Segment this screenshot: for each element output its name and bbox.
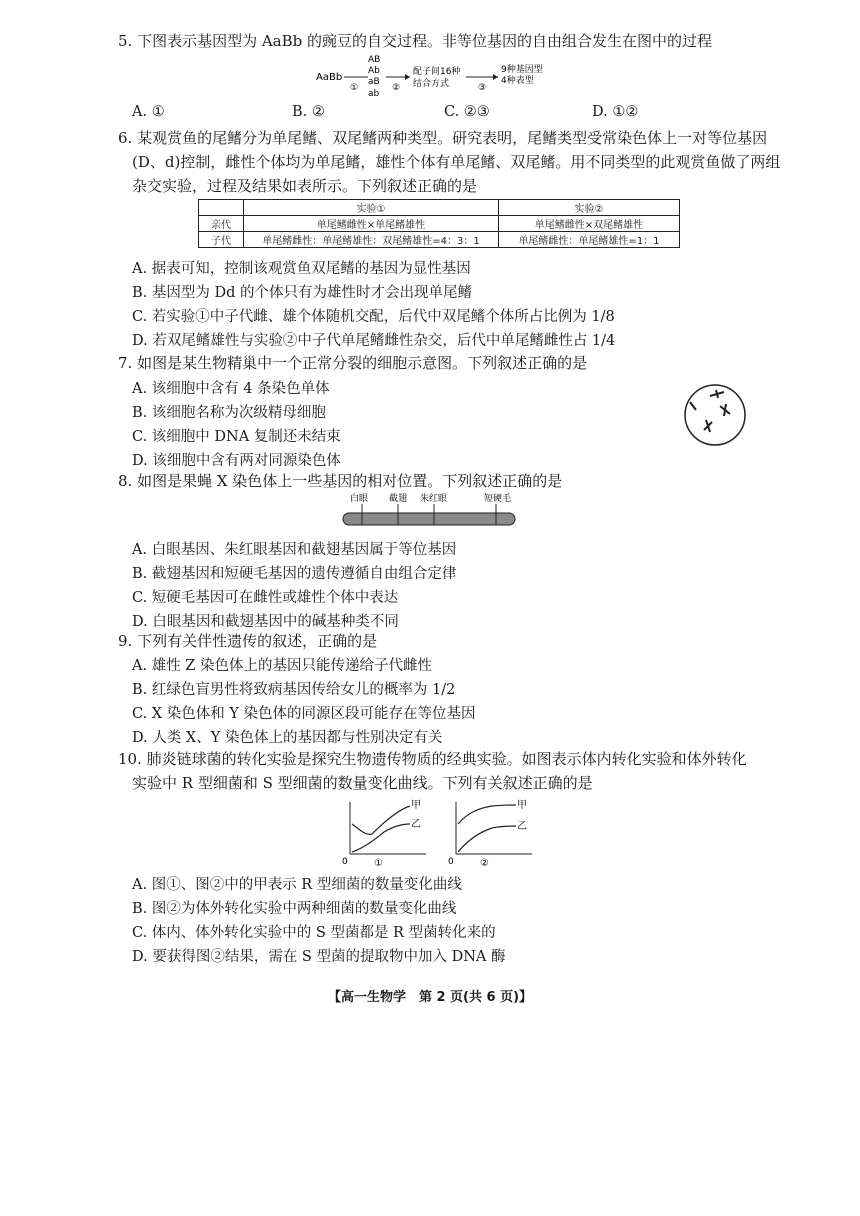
- q7-option-c: C. 该细胞中 DNA 复制还未结束: [132, 429, 341, 445]
- table-corner: [199, 200, 244, 216]
- q5-step2: ②: [392, 83, 401, 93]
- table-cell: 单尾鳍雌性：单尾鳍雄性=1：1: [499, 232, 680, 248]
- q9-option-a: A. 雄性 Z 染色体上的基因只能传递给子代雌性: [132, 658, 432, 674]
- graph1-label: ①: [374, 858, 383, 868]
- q9-option-d: D. 人类 X、Y 染色体上的基因都与性别决定有关: [132, 730, 443, 746]
- q5-option-d: D. ①②: [592, 104, 639, 120]
- q5-gamete-4: ab: [368, 89, 380, 99]
- q5-end-line1: 9种基因型: [501, 65, 543, 75]
- q10-stem-line2: 实验中 R 型细菌和 S 型细菌的数量变化曲线。下列有关叙述正确的是: [132, 774, 593, 792]
- table-cell: 单尾鳍雌性：单尾鳍雄性：双尾鳍雄性=4：3：1: [244, 232, 499, 248]
- q5-step1: ①: [350, 83, 359, 93]
- q5-mid-line1: 配子间16种: [413, 67, 461, 77]
- q6-option-a: A. 据表可知，控制该观赏鱼双尾鳍的基因为显性基因: [132, 261, 471, 277]
- table-row-label-offspring: 子代: [199, 232, 244, 248]
- q6-option-c: C. 若实验①中子代雌、雄个体随机交配，后代中双尾鳍个体所占比例为 1/8: [132, 309, 615, 325]
- q10-option-a: A. 图①、图②中的甲表示 R 型细菌的数量变化曲线: [132, 877, 462, 893]
- chromosome: [690, 390, 730, 432]
- q10-stem-line1: 10. 肺炎链球菌的转化实验是探究生物遗传物质的经典实验。如图表示体内转化实验和体外转化: [118, 750, 747, 768]
- table-header-exp1: 实验①: [244, 200, 499, 216]
- graph2-label: ②: [480, 858, 489, 868]
- graph2-label-jia: 甲: [517, 800, 527, 811]
- q8-option-b: B. 截翅基因和短硬毛基因的遗传遵循自由组合定律: [132, 566, 457, 582]
- table-cell: 单尾鳍雌性×双尾鳍雄性: [499, 216, 680, 232]
- q5-gamete-1: AB: [368, 55, 381, 65]
- q5-stem: 5. 下图表示基因型为 AaBb 的豌豆的自交过程。非等位基因的自由组合发生在图中的过程: [118, 32, 713, 50]
- graph1-label-yi: 乙: [411, 819, 421, 830]
- q5-start: AaBb: [316, 72, 343, 83]
- q7-option-b: B. 该细胞名称为次级精母细胞: [132, 405, 326, 421]
- q7-cell-diagram: [680, 380, 750, 450]
- gene-label: 朱红眼: [420, 494, 448, 504]
- table-header-exp2: 实验②: [499, 200, 680, 216]
- q5-process-diagram: [310, 52, 570, 102]
- curve-yi: [352, 824, 410, 852]
- gene-label: 白眼: [350, 494, 369, 504]
- table-row: [199, 216, 680, 232]
- q8-option-c: C. 短硬毛基因可在雌性或雄性个体中表达: [132, 590, 399, 606]
- q8-option-a: A. 白眼基因、朱红眼基因和截翅基因属于等位基因: [132, 542, 457, 558]
- q8-stem: 8. 如图是果蝇 X 染色体上一些基因的相对位置。下列叙述正确的是: [118, 472, 563, 490]
- q10-option-b: B. 图②为体外转化实验中两种细菌的数量变化曲线: [132, 901, 457, 917]
- q5-gamete-2: Ab: [368, 66, 380, 76]
- q9-stem: 9. 下列有关伴性遗传的叙述，正确的是: [118, 632, 378, 650]
- q7-option-d: D. 该细胞中含有两对同源染色体: [132, 453, 341, 469]
- q9-option-c: C. X 染色体和 Y 染色体的同源区段可能存在等位基因: [132, 706, 476, 722]
- q7-stem: 7. 如图是某生物精巢中一个正常分裂的细胞示意图。下列叙述正确的是: [118, 354, 588, 372]
- table-row: [199, 200, 680, 216]
- x-chromosome: [343, 513, 515, 525]
- q5-gamete-3: aB: [368, 77, 380, 87]
- q5-option-a: A. ①: [132, 104, 165, 120]
- gene-label: 短硬毛: [484, 494, 512, 504]
- q6-stem-line2: (D、d)控制，雌性个体均为单尾鳍，雄性个体有单尾鳍、双尾鳍。用不同类型的此观赏鱼做了两组: [132, 153, 781, 171]
- q8-chromosome-map: [340, 490, 520, 530]
- q10-graph-2: [446, 796, 536, 868]
- curve-jia: [352, 806, 410, 834]
- table-row-label-parent: 亲代: [199, 216, 244, 232]
- q6-cross-table: [198, 199, 680, 248]
- graph1-label-jia: 甲: [411, 800, 421, 811]
- q5-end-line2: 4种表型: [501, 76, 534, 86]
- q5-option-c: C. ②③: [444, 104, 490, 120]
- curve-jia: [458, 805, 516, 824]
- table-cell: 单尾鳍雌性×单尾鳍雄性: [244, 216, 499, 232]
- q9-option-b: B. 红绿色盲男性将致病基因传给女儿的概率为 1/2: [132, 682, 456, 698]
- q10-option-d: D. 要获得图②结果，需在 S 型菌的提取物中加入 DNA 酶: [132, 949, 506, 965]
- graph1-origin: 0: [342, 857, 348, 867]
- q6-stem-line1: 6. 某观赏鱼的尾鳍分为单尾鳍、双尾鳍两种类型。研究表明，尾鳍类型受常染色体上一对等位基因: [118, 129, 768, 147]
- graph2-origin: 0: [448, 857, 454, 867]
- q6-option-b: B. 基因型为 Dd 的个体只有为雄性时才会出现单尾鳍: [132, 285, 472, 301]
- q10-graph-1: [340, 796, 430, 868]
- q6-option-d: D. 若双尾鳍雄性与实验②中子代单尾鳍雌性杂交，后代中单尾鳍雌性占 1/4: [132, 333, 616, 349]
- gene-label: 截翅: [389, 494, 408, 504]
- q10-option-c: C. 体内、体外转化实验中的 S 型菌都是 R 型菌转化来的: [132, 925, 496, 941]
- graph2-label-yi: 乙: [517, 821, 527, 832]
- q7-option-a: A. 该细胞中含有 4 条染色单体: [132, 381, 330, 397]
- table-row: [199, 232, 680, 248]
- q8-option-d: D. 白眼基因和截翅基因中的碱基种类不同: [132, 614, 399, 630]
- curve-yi: [458, 826, 516, 852]
- page-footer: 【高一生物学 第 2 页(共 6 页)】: [327, 990, 533, 1005]
- q6-stem-line3: 杂交实验，过程及结果如表所示。下列叙述正确的是: [132, 177, 478, 195]
- q5-step3: ③: [478, 83, 487, 93]
- q5-mid-line2: 结合方式: [413, 79, 450, 89]
- q5-option-b: B. ②: [292, 104, 325, 120]
